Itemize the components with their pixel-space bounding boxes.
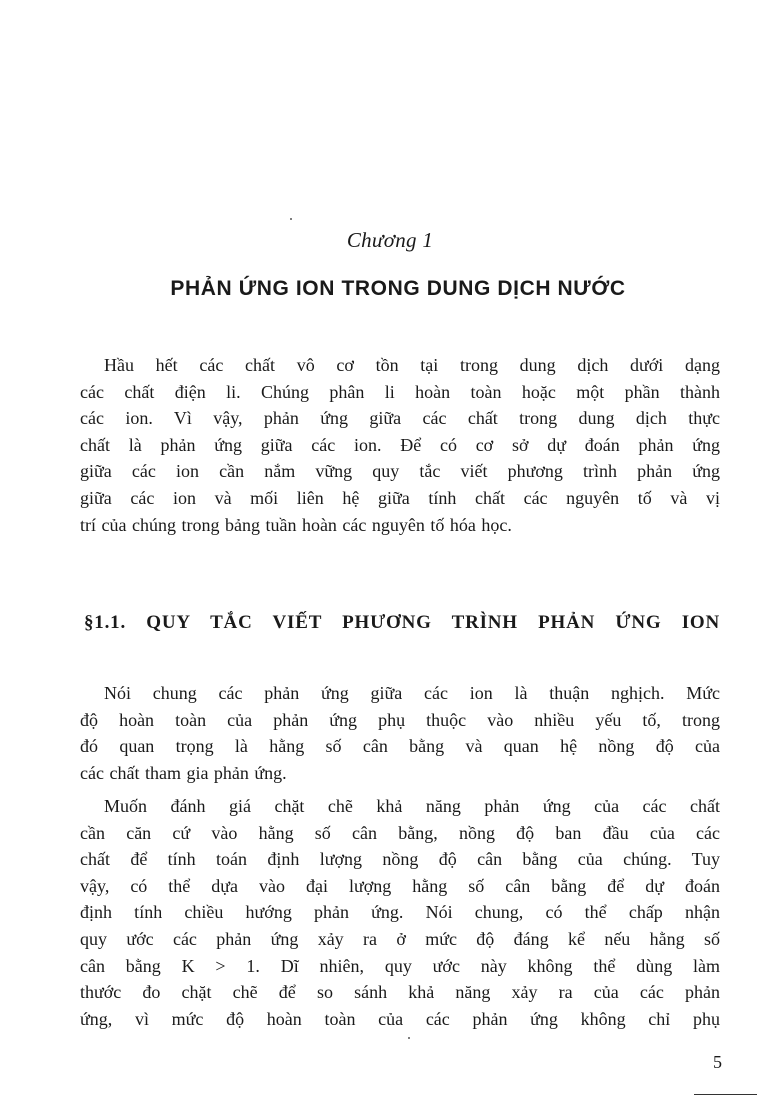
- paragraph-line: các ion. Vì vậy, phản ứng giữa các chất trong dung dịch thực: [80, 408, 720, 429]
- paragraph-line: quy ước các phản ứng xảy ra ở mức độ đáng kể nếu hằng số: [80, 928, 720, 949]
- paragraph-line: cần căn cứ vào hằng số cân bằng, nồng độ ban đầu của các: [80, 822, 720, 843]
- page-number: 5: [713, 1052, 722, 1072]
- paragraph-line: giữa các ion và mối liên hệ giữa tính chất các nguyên tố và vị: [80, 487, 720, 508]
- scan-speck: [408, 1037, 410, 1039]
- paragraph-line: thước đo chặt chẽ để so sánh khả năng xảy ra của các phản: [80, 982, 720, 1003]
- chapter-label: Chương 1: [346, 228, 434, 252]
- scan-speck: [290, 218, 292, 220]
- paragraph-line: Hầu hết các chất vô cơ tồn tại trong dung dịch dưới dạng: [104, 355, 720, 375]
- paragraph-line: đó quan trọng là hằng số cân bằng và quan hệ nồng độ của: [80, 736, 720, 757]
- paragraph-3: [80, 793, 720, 1032]
- paragraph-2: [80, 680, 720, 786]
- paragraph-line: Nói chung các phản ứng giữa các ion là thuận nghịch. Mức: [104, 683, 720, 703]
- paragraph-line: chất để tính toán định lượng nồng độ cân bằng của chúng. Tuy: [80, 849, 720, 870]
- paragraph-line: các chất điện li. Chúng phân li hoàn toàn hoặc một phần thành: [80, 381, 720, 402]
- paragraph-line: Muốn đánh giá chặt chẽ khả năng phản ứng của các chất: [104, 796, 720, 816]
- paragraph-line: độ hoàn toàn của phản ứng phụ thuộc vào nhiều yếu tố, trong: [80, 709, 720, 730]
- bottom-rule: [694, 1094, 757, 1095]
- paragraph-line: cân bằng K > 1. Dĩ nhiên, quy ước này không thể dùng làm: [80, 955, 720, 976]
- paragraph-line: các chất tham gia phản ứng.: [80, 762, 287, 783]
- section-heading: §1.1. QUY TẮC VIẾT PHƯƠNG TRÌNH PHẢN ỨNG ION: [84, 612, 720, 633]
- paragraph-line: trí của chúng trong bảng tuần hoàn các nguyên tố hóa học.: [80, 514, 512, 535]
- paragraph-line: chất là phản ứng giữa các ion. Để có cơ sở dự đoán phản ứng: [80, 434, 720, 455]
- paragraph-line: định tính chiều hướng phản ứng. Nói chung, có thể chấp nhận: [80, 902, 720, 923]
- chapter-title: PHẢN ỨNG ION TRONG DUNG DỊCH NƯỚC: [170, 277, 626, 300]
- paragraph-line: ứng, vì mức độ hoàn toàn của các phản ứng không chỉ phụ: [80, 1008, 720, 1029]
- paragraph-line: vậy, có thể dựa vào đại lượng hằng số cân bằng để dự đoán: [80, 875, 720, 896]
- paragraph-line: giữa các ion cần nắm vững quy tắc viết phương trình phản ứng: [80, 461, 720, 482]
- intro-paragraph: [80, 352, 720, 538]
